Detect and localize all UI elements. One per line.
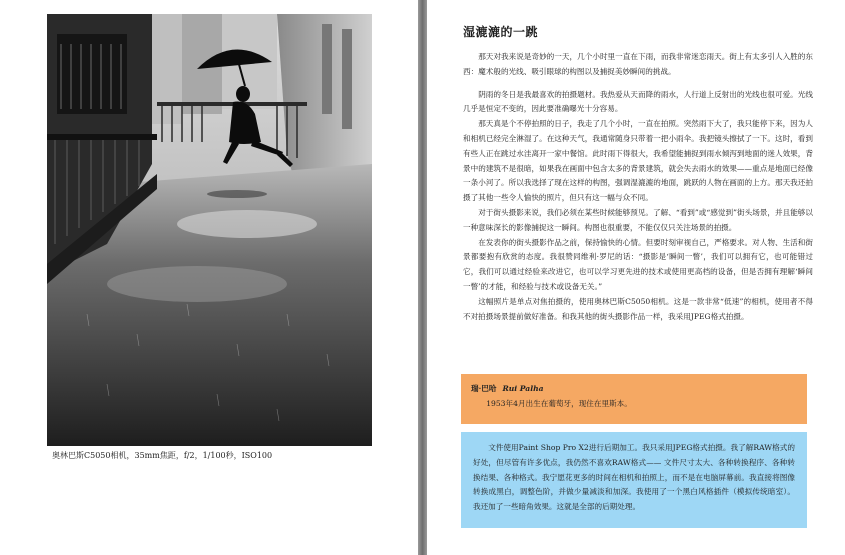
- article-body: [463, 50, 813, 324]
- street-photo-umbrella-leap-icon: [47, 14, 372, 446]
- article-paragraph: 那天真是个不停拍照的日子，我走了几个小时，一直在拍照。突然雨下大了，我只能停下来，因为人和相机已经完全淋湿了。在这种天气，我通常随身只带着一把小雨伞。我把镜头擦拭了一下。这时，看到有些人正在跳过水洼离开一家中餐馆。此时雨下得很大，我希望能捕捉到雨水倾泻到地面的迷人效果，背景中的建筑不是很暗，如果我在画面中包含太多的背景建筑，就会失去雨水的效果——重点是地面已经像一条小河了。所以我选择了现在这样的构图，强调湿漉漉的地面，跳跃的人物在画面的上方。那天我还拍摄了其他一些令人愉快的照片，但只有这一幅与众不同。: [463, 119, 813, 203]
- page-gutter: [418, 0, 427, 555]
- right-page: [427, 0, 845, 555]
- article-paragraph: 那天对我来说是奇妙的一天，几个小时里一直在下雨，而我非常迷恋雨天。街上有太多引人入胜的东西：魔术般的光线、吸引眼球的构图以及捕捉美妙瞬间的挑战。: [463, 52, 813, 76]
- article-title: 湿漉漉的一跳: [463, 25, 539, 39]
- postprocess-text: 文件使用Paint Shop Pro X2进行后期加工。我只采用JPEG格式拍摄。我了解RAW格式的好处，但尽管有许多优点，我仍然不喜欢RAW格式—— 文件尺寸太大、各种转换程序、各种转换结果、各种格式。我宁愿花更多的时间在相机和拍照上，而不是在电脑屏幕前。我直接将图像转换成黑白，调整色阶，并做少量减淡和加深。我使用了一个黑白风格插件（模拟传统暗室）。我还加了一些暗角效果。这就是全部的后期处理。: [473, 443, 795, 512]
- article-paragraph: 这幅照片是单点对焦拍摄的，使用奥林巴斯C5050相机。这是一款非常“低速”的相机，使用者不得不对拍摄场景提前做好准备。和我其他的街头摄影作品一样，我采用JPEG格式拍摄。: [463, 296, 813, 321]
- author-name-cn: 瑞·巴哈: [471, 384, 497, 393]
- photo-caption: 奥林巴斯C5050相机，35mm焦距，f/2，1/100秒，ISO100: [52, 451, 273, 460]
- street-photo: [47, 14, 372, 446]
- author-name-latin: Rui Palha: [502, 384, 544, 393]
- author-box: [461, 374, 807, 424]
- author-name: [471, 382, 797, 397]
- left-page: [0, 0, 418, 555]
- article-paragraph: 阴雨的冬日是我最喜欢的拍摄题材。我热爱从天而降的雨水，人行道上反射出的光线也很可爱。光线几乎是恒定不变的，因此要准确曝光十分容易。: [463, 89, 813, 114]
- article-paragraph: 在发表你的街头摄影作品之前，保持愉快的心情。但要时刻审视自己，严格要求。对人物、生活和街景都要抱有欣赏的态度。我很赞同维利·罗尼的话：“摄影是‘瞬间一瞥’，我们可以拥有它，也可能错过它，我们可以通过经验来改进它，也可以学习更先进的技术或使用更高档的设备，但是否拥有理解‘瞬间一瞥’的才能，和经验与技术或设备无关。”: [463, 237, 813, 291]
- article-paragraph: 对于街头摄影来说，我们必须在某些时候能够预见。了解、“看到”或“感觉到”街头场景，并且能够以一种意味深长的影像捕捉这一瞬间。构图也很重要，不能仅仅只关注场景的拍摄。: [463, 207, 813, 232]
- author-bio: 1953年4月出生在葡萄牙，现住在里斯本。: [486, 398, 632, 408]
- postprocess-box: [461, 432, 807, 528]
